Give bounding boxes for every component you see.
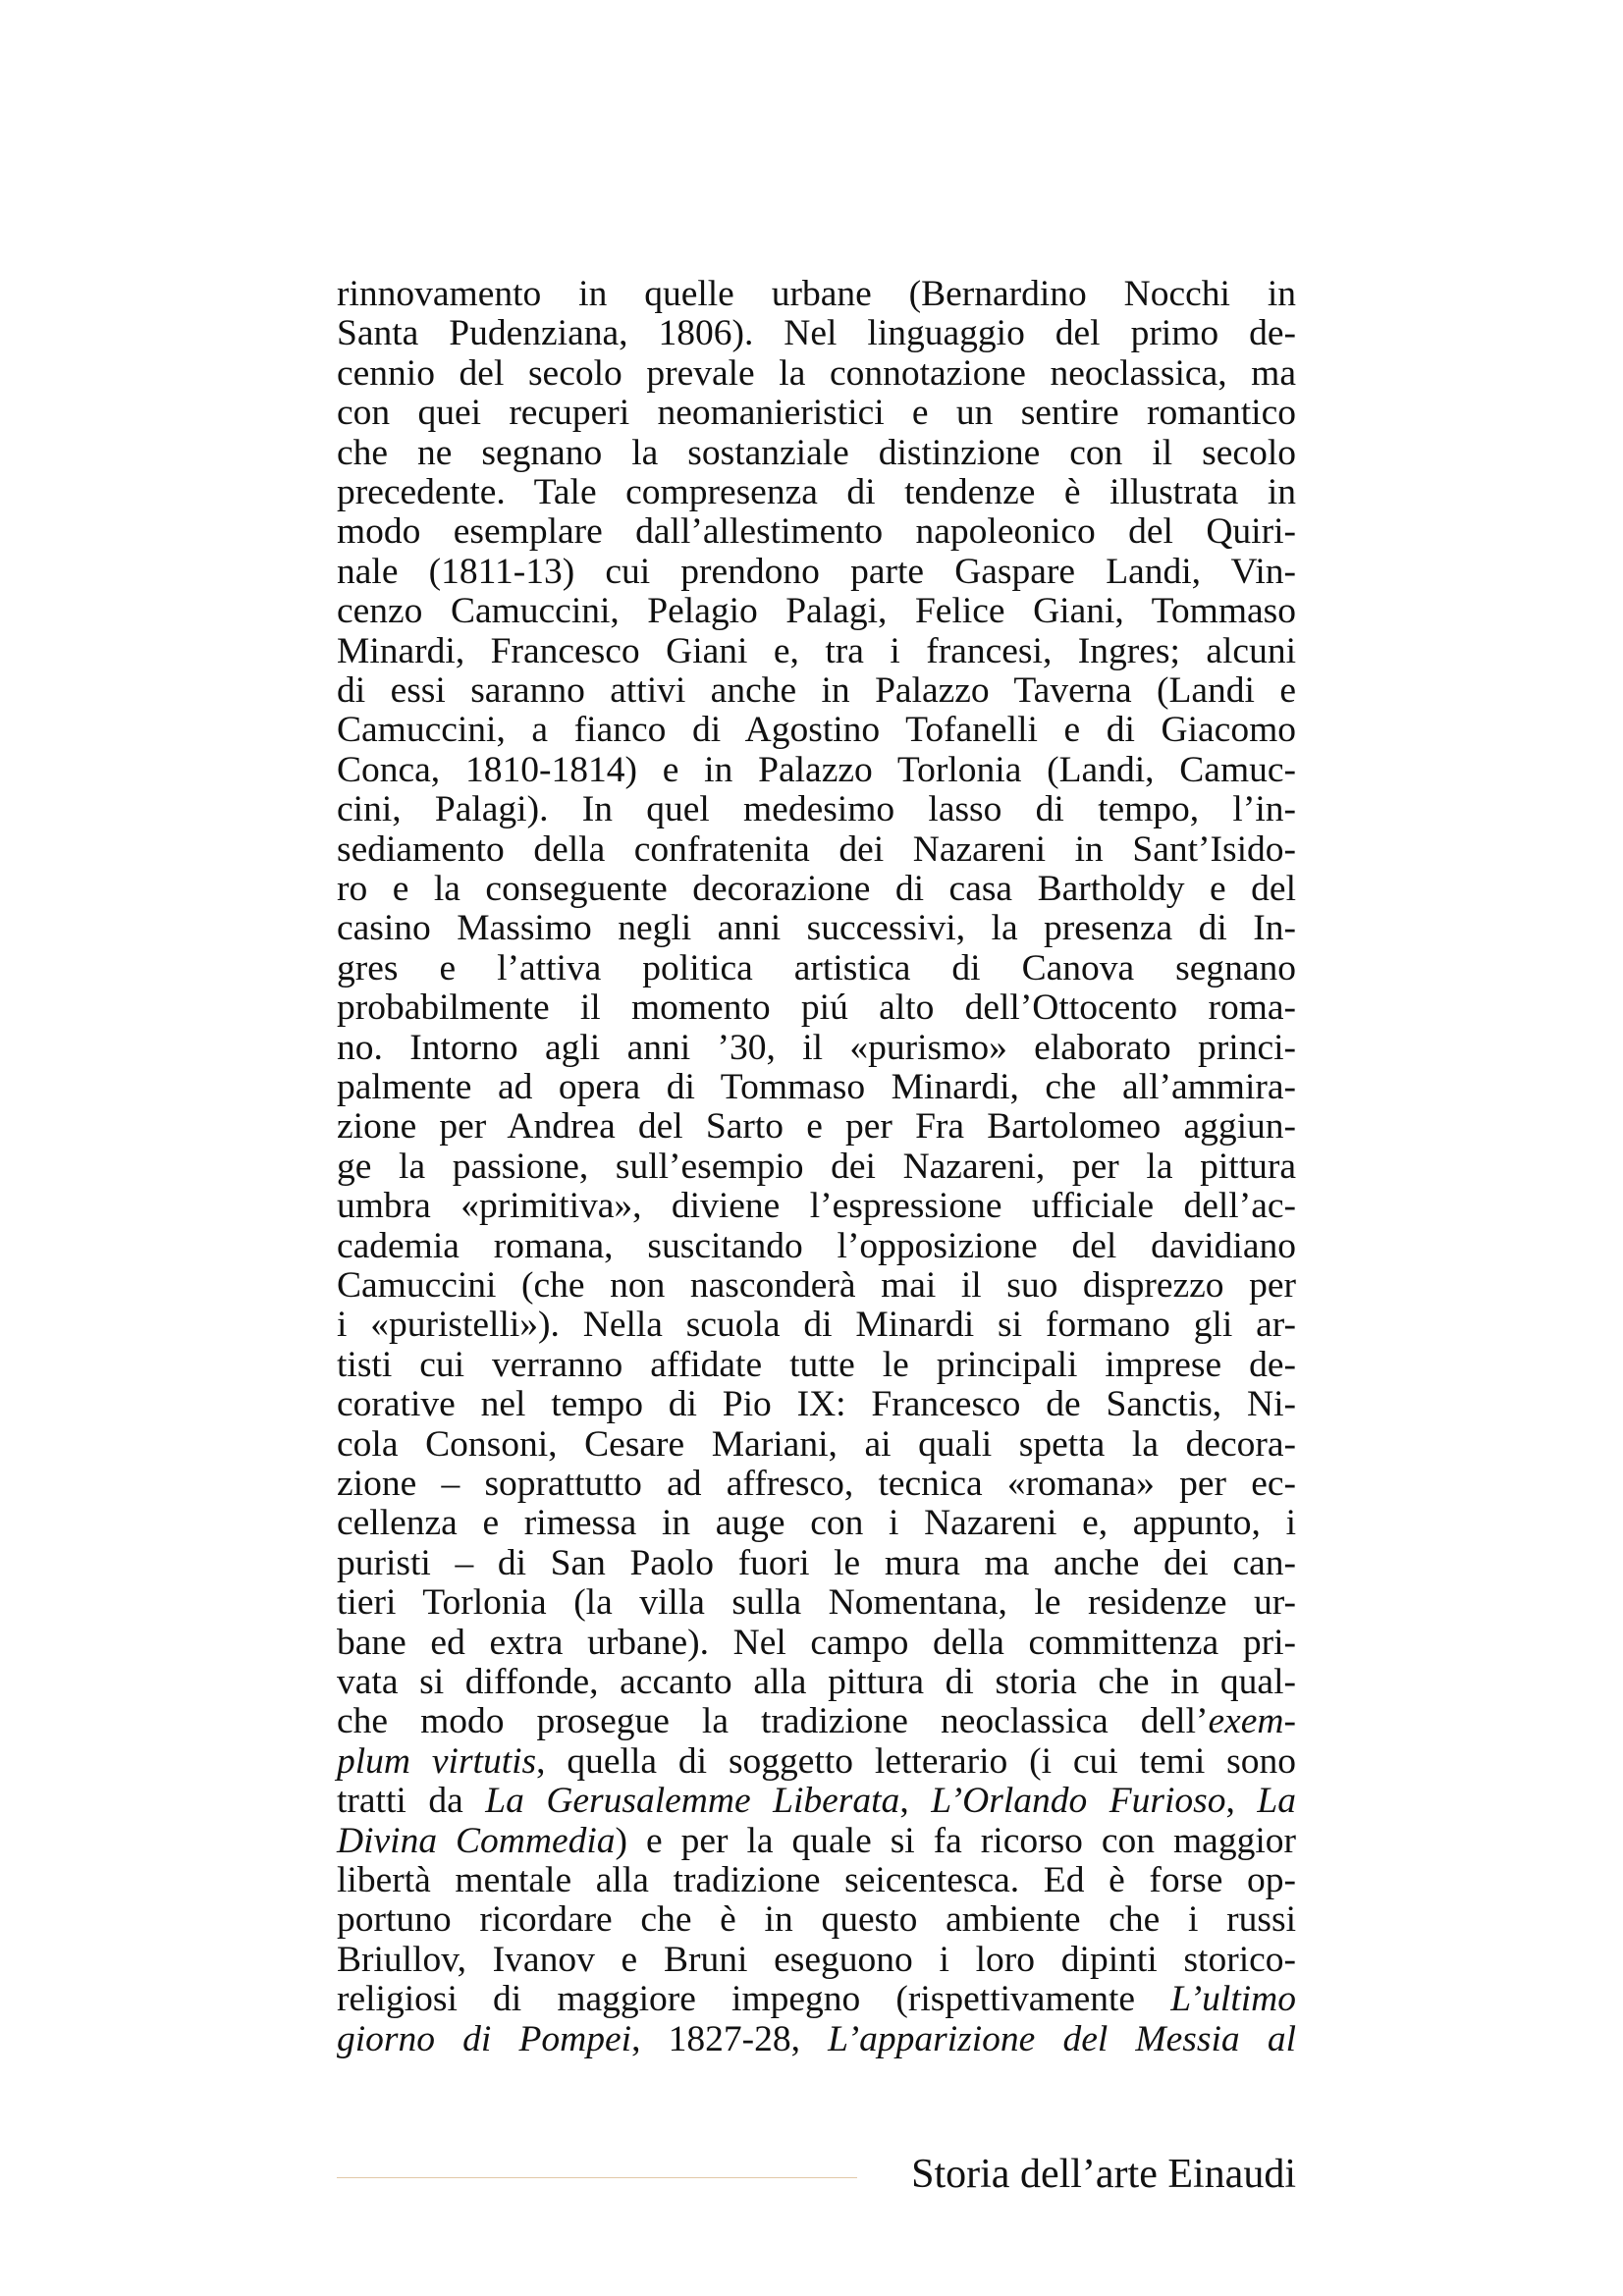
italic-text: L’ultimo (1170, 1979, 1296, 2020)
text-segment: umbra «primitiva», diviene l’espressione ufficiale dell’ac- (337, 1186, 1296, 1227)
footer-rule (337, 2177, 857, 2178)
text-line (337, 1702, 1296, 1741)
italic-text: giorno di Pompei (337, 2018, 632, 2059)
text-line (337, 1544, 1296, 1583)
text-segment: corative nel tempo di Pio IX: Francesco de Sanctis, Ni- (337, 1384, 1296, 1425)
italic-text: La Gerusalemme Liberata (485, 1781, 900, 1822)
text-line (337, 1782, 1296, 1821)
text-line (337, 394, 1296, 433)
text-line (337, 354, 1296, 394)
text-line (337, 751, 1296, 790)
text-segment: i «puristelli»). Nella scuola di Minardi si formano gli ar- (337, 1305, 1296, 1346)
text-line (337, 1385, 1296, 1424)
text-segment: no. Intorno agli anni ’30, il «purismo» elaborato princi- (337, 1027, 1296, 1068)
text-line (337, 988, 1296, 1028)
text-segment: , 1827-28, (631, 2018, 829, 2059)
text-line (337, 909, 1296, 948)
text-line (337, 1900, 1296, 1940)
text-segment: precedente. Tale compresenza di tendenze è illustrata in (337, 472, 1296, 512)
text-segment: , quella di soggetto letterario (i cui temi sono (536, 1740, 1296, 1782)
text-segment: di essi saranno attivi anche in Palazzo Taverna (Landi e (337, 670, 1296, 711)
text-line (337, 1465, 1296, 1504)
text-line (337, 632, 1296, 671)
text-segment: cini, Palagi). In quel medesimo lasso di tempo, l’in- (337, 789, 1296, 830)
text-segment: ro e la conseguente decorazione di casa Bartholdy e del (337, 869, 1296, 909)
text-segment: tieri Torlonia (la villa sulla Nomentana, le residenze ur- (337, 1582, 1296, 1624)
text-line (337, 1425, 1296, 1465)
text-line (337, 592, 1296, 631)
italic-text: exem- (1208, 1701, 1296, 1742)
text-segment: cenzo Camuccini, Pelagio Palagi, Felice Giani, Tommaso (337, 591, 1296, 632)
text-segment: , (1225, 1781, 1258, 1822)
text-line (337, 1346, 1296, 1385)
text-segment: cellenza e rimessa in auge con i Nazareni e, appunto, i (337, 1503, 1296, 1544)
text-line (337, 1822, 1296, 1861)
italic-text: L’Orlando Furioso (931, 1781, 1226, 1822)
text-line (337, 553, 1296, 592)
text-segment: bane ed extra urbane). Nel campo della committenza pri- (337, 1622, 1296, 1663)
text-segment: gres e l’attiva politica artistica di Canova segnano (337, 947, 1296, 988)
text-line (337, 1266, 1296, 1306)
text-line (337, 2020, 1296, 2059)
text-segment: con quei recuperi neomanieristici e un sentire romantico (337, 393, 1296, 434)
text-segment: , (899, 1781, 932, 1822)
text-line (337, 870, 1296, 909)
text-segment: Santa Pudenziana, 1806). Nel linguaggio del primo de- (337, 313, 1296, 354)
text-line (337, 1504, 1296, 1543)
text-segment: zione per Andrea del Sarto e per Fra Bartolomeo aggiun- (337, 1106, 1296, 1148)
text-line (337, 1068, 1296, 1107)
text-line (337, 1663, 1296, 1702)
text-segment: Camuccini, a fianco di Agostino Tofanelli e di Giacomo (337, 710, 1296, 751)
text-segment: vata si diffonde, accanto alla pittura di storia che in qual- (337, 1662, 1296, 1702)
text-line (337, 1583, 1296, 1623)
text-segment: Camuccini (che non nasconderà mai il suo disprezzo per (337, 1265, 1296, 1306)
text-line (337, 711, 1296, 750)
text-line (337, 1029, 1296, 1068)
text-line (337, 671, 1296, 711)
text-line (337, 1148, 1296, 1187)
text-line (337, 512, 1296, 552)
text-segment: casino Massimo negli anni successivi, la presenza di In- (337, 908, 1296, 949)
text-line (337, 790, 1296, 829)
text-line (337, 434, 1296, 473)
footer-title: Storia dell’arte Einaudi (911, 2152, 1296, 2197)
italic-text: L’apparizione del Messia al (828, 2018, 1296, 2059)
text-segment: zione – soprattutto ad affresco, tecnica «romana» per ec- (337, 1464, 1296, 1504)
text-segment: che modo prosegue la tradizione neoclassica dell’ (337, 1701, 1209, 1742)
text-segment: nale (1811-13) cui prendono parte Gaspare Landi, Vin- (337, 551, 1296, 592)
text-segment: ) e per la quale si fa ricorso con maggior (615, 1820, 1296, 1861)
text-segment: religiosi di maggiore impegno (rispettivamente (337, 1979, 1171, 2020)
text-line (337, 1980, 1296, 2019)
text-line (337, 314, 1296, 353)
text-segment: ge la passione, sull’esempio dei Nazareni, per la pittura (337, 1146, 1296, 1187)
text-line (337, 949, 1296, 988)
italic-text: La (1257, 1781, 1297, 1822)
text-line (337, 1624, 1296, 1663)
italic-text: Divina Commedia (337, 1820, 616, 1861)
text-segment: Briullov, Ivanov e Bruni eseguono i loro dipinti storico- (337, 1939, 1296, 1980)
text-segment: puristi – di San Paolo fuori le mura ma anche dei can- (337, 1542, 1296, 1583)
italic-text: plum virtutis (337, 1740, 537, 1782)
text-segment: che ne segnano la sostanziale distinzione con il secolo (337, 432, 1296, 473)
text-segment: palmente ad opera di Tommaso Minardi, che all’ammira- (337, 1067, 1296, 1107)
text-segment: Conca, 1810-1814) e in Palazzo Torlonia (Landi, Camuc- (337, 749, 1296, 790)
text-segment: portuno ricordare che è in questo ambiente che i russi (337, 1899, 1296, 1941)
text-line (337, 1306, 1296, 1345)
text-segment: modo esemplare dall’allestimento napoleonico del Quiri- (337, 511, 1296, 553)
text-line (337, 473, 1296, 512)
text-line (337, 1227, 1296, 1266)
text-line (337, 1187, 1296, 1226)
text-line (337, 830, 1296, 870)
text-segment: cademia romana, suscitando l’opposizione del davidiano (337, 1225, 1296, 1266)
text-segment: cola Consoni, Cesare Mariani, ai quali spetta la decora- (337, 1423, 1296, 1465)
text-line (337, 1107, 1296, 1147)
text-line (337, 1742, 1296, 1782)
text-segment: Minardi, Francesco Giani e, tra i francesi, Ingres; alcuni (337, 630, 1296, 671)
text-segment: libertà mentale alla tradizione seicentesca. Ed è forse op- (337, 1860, 1296, 1900)
text-line (337, 1861, 1296, 1900)
text-segment: probabilmente il momento piú alto dell’Ottocento roma- (337, 988, 1296, 1029)
text-line (337, 1941, 1296, 1980)
text-segment: tisti cui verranno affidate tutte le principali imprese de- (337, 1344, 1296, 1385)
text-segment: tratti da (337, 1781, 486, 1822)
text-segment: sediamento della confratenita dei Nazareni in Sant’Isido- (337, 828, 1296, 870)
text-segment: cennio del secolo prevale la connotazione neoclassica, ma (337, 352, 1296, 394)
text-line (337, 275, 1296, 314)
text-segment: rinnovamento in quelle urbane (Bernardino Nocchi in (337, 274, 1296, 314)
